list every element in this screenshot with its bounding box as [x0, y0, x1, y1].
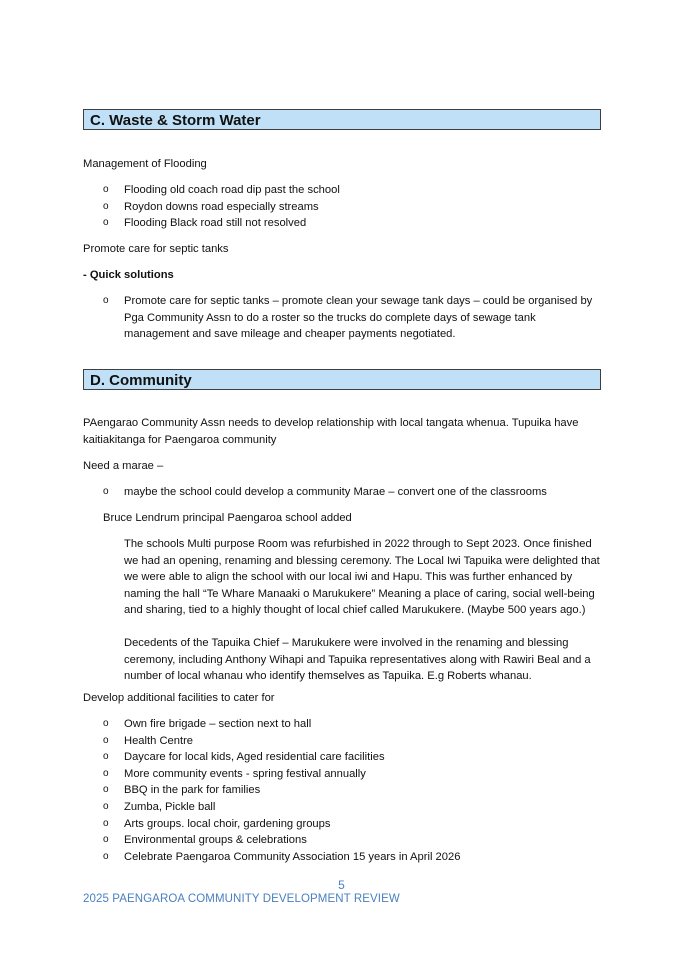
- septic-text: Promote care for septic tanks: [83, 243, 229, 255]
- list-item: o maybe the school could develop a community Marae – convert one of the classrooms: [103, 484, 603, 501]
- facilities-heading: Develop additional facilities to cater for: [83, 692, 275, 704]
- bullet-icon: o: [103, 718, 109, 729]
- list-item: o Celebrate Paengaroa Community Association 15 years in April 2026: [103, 849, 603, 866]
- bullet-icon: o: [103, 200, 109, 212]
- bullet-icon: o: [103, 800, 109, 812]
- bullet-icon: o: [103, 817, 109, 829]
- bullet-icon: o: [103, 295, 109, 306]
- community-intro: PAengarao Community Assn needs to develop relationship with local tangata whenua. Tupuika have kaitiakitanga for Paengaroa community: [83, 417, 579, 446]
- list-item: o Roydon downs road especially streams: [103, 199, 603, 216]
- list-item: o Health Centre: [103, 733, 603, 750]
- list-item: o Arts groups. local choir, gardening groups: [103, 816, 603, 833]
- marae-heading: Need a marae –: [83, 460, 164, 472]
- quick-solutions-label: - Quick solutions: [83, 269, 174, 281]
- list-item: o Flooding old coach road dip past the school: [103, 182, 603, 199]
- bullet-icon: o: [103, 784, 109, 796]
- facilities-list: [103, 716, 603, 865]
- marae-list: [103, 484, 603, 501]
- list-item: o Flooding Black road still not resolved: [103, 215, 603, 232]
- bullet-icon: o: [103, 486, 109, 497]
- added-by-text: Bruce Lendrum principal Paengaroa school added: [103, 512, 352, 524]
- document-footer: 2025 PAENGAROA COMMUNITY DEVELOPMENT REVIEW: [83, 893, 400, 905]
- bullet-icon: o: [103, 217, 109, 229]
- page-number: 5: [338, 878, 345, 892]
- section-d-heading: D. Community: [83, 369, 601, 390]
- bullet-icon: o: [103, 850, 109, 862]
- section-c-heading: C. Waste & Storm Water: [83, 109, 601, 130]
- bullet-icon: o: [103, 767, 109, 779]
- flooding-heading: Management of Flooding: [83, 158, 207, 170]
- list-item: o More community events - spring festival annually: [103, 766, 603, 783]
- flooding-list: [103, 182, 603, 232]
- list-item: o Zumba, Pickle ball: [103, 799, 603, 816]
- list-item: o Daycare for local kids, Aged residential care facilities: [103, 749, 603, 766]
- list-item: o Environmental groups & celebrations: [103, 832, 603, 849]
- list-item: o Promote care for septic tanks – promote clean your sewage tank days – could be organised by Pga Community Assn to do a roster so the trucks do complete days of sewage tank management and save mileage and cheaper payments negotiated.: [103, 295, 593, 341]
- bullet-icon: o: [103, 184, 109, 195]
- quote-paragraph-1: The schools Multi purpose Room was refurbished in 2022 through to Sept 2023. Once finished we had an opening, renaming and blessing ceremony. The Local Iwi Tapuika were delighted that we were able to align the school with our local iwi and Hapu. This was further enhanced by naming the hall “Te Whare Manaaki o Marukukere” Meaning a place of caring, social well-being and sharing, tied to a highly thought of local chief called Marukukere. (Maybe 500 years ago.): [124, 538, 600, 617]
- list-item: o BBQ in the park for families: [103, 782, 603, 799]
- list-item: o Own fire brigade – section next to hall: [103, 716, 603, 733]
- bullet-icon: o: [103, 734, 109, 746]
- bullet-icon: o: [103, 751, 109, 763]
- quick-solutions-list: [103, 293, 603, 343]
- bullet-icon: o: [103, 834, 109, 846]
- quote-paragraph-2: Decedents of the Tapuika Chief – Marukukere were involved in the renaming and blessing ceremony, including Anthony Wihapi and Tapuika representatives along with Rawiri Beal and a number of local whanau who identify themselves as Tapuika. E.g Roberts whanau.: [124, 637, 591, 683]
